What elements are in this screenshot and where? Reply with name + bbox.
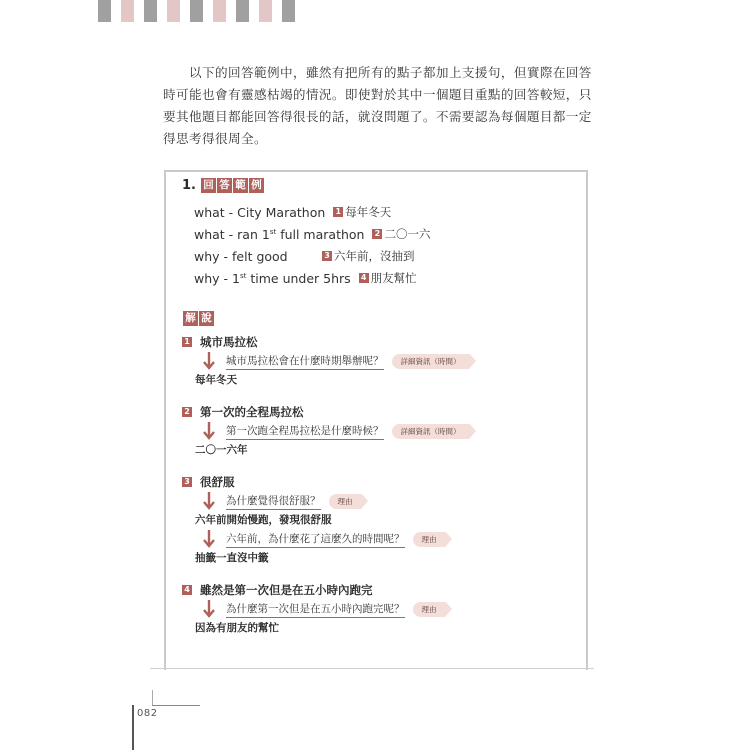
example-note: 朋友幫忙 — [370, 271, 417, 285]
example-note: 二〇一六 — [384, 227, 431, 241]
example-text: what - ran 1st full marathon — [194, 226, 365, 242]
number-badge: 4 — [359, 273, 369, 283]
explanation-item — [182, 404, 582, 458]
top-decoration-stripes — [98, 0, 305, 22]
question-row — [202, 420, 582, 442]
box-bottom-rule — [150, 668, 594, 669]
item-title-text: 第一次的全程馬拉松 — [200, 405, 304, 419]
item-title-text: 城市馬拉松 — [200, 335, 258, 349]
question-tag: 理由 — [329, 494, 362, 509]
number-badge: 3 — [322, 251, 332, 261]
example-note: 每年冬天 — [345, 205, 392, 219]
question-tag: 詳細資訊（時間） — [392, 424, 470, 439]
box-content — [182, 178, 582, 636]
intro-paragraph — [163, 62, 593, 150]
explanation-list — [182, 334, 582, 636]
item-title — [182, 404, 582, 420]
question-row — [202, 350, 582, 372]
example-note: 六年前，沒抽到 — [334, 249, 415, 263]
stripe — [121, 0, 134, 22]
arrow-down-icon — [202, 352, 216, 370]
question-tag: 詳細資訊（時間） — [392, 354, 470, 369]
answer-text: 六年前開始慢跑，發現很舒服 — [195, 514, 332, 526]
explanation-item — [182, 582, 582, 636]
stripe — [98, 0, 111, 22]
section-number: 1. — [182, 178, 196, 193]
example-text: what - City Marathon — [194, 204, 326, 220]
heading-badge: 說 — [199, 311, 214, 326]
heading-badge: 答 — [217, 178, 232, 193]
number-badge: 2 — [182, 407, 192, 417]
number-badge: 1 — [333, 207, 343, 217]
explanation-item — [182, 334, 582, 388]
stripe — [167, 0, 180, 22]
example-text: why - 1st time under 5hrs — [194, 270, 351, 286]
question-text: 第一次跑全程馬拉松是什麼時候？ — [226, 423, 384, 440]
stripe — [190, 0, 203, 22]
stripe — [259, 0, 272, 22]
arrow-down-icon — [202, 600, 216, 618]
explanation-item — [182, 474, 582, 566]
arrow-down-icon — [202, 422, 216, 440]
answer-text: 二〇一六年 — [195, 444, 248, 456]
page-number: 082 — [137, 708, 158, 719]
stripe — [213, 0, 226, 22]
arrow-down-icon — [202, 530, 216, 548]
number-badge: 1 — [182, 337, 192, 347]
example-row — [194, 201, 582, 223]
number-badge: 3 — [182, 477, 192, 487]
stripe — [282, 0, 295, 22]
example-row — [194, 245, 582, 267]
answer-text: 抽籤一直沒中籤 — [195, 552, 269, 564]
answer-text: 每年冬天 — [195, 374, 237, 386]
item-title-text: 雖然是第一次但是在五小時內跑完 — [200, 583, 373, 597]
page-corner-rule — [152, 705, 200, 706]
item-title — [182, 474, 582, 490]
question-text: 為什麼覺得很舒服？ — [226, 493, 321, 510]
heading-badge: 範 — [233, 178, 248, 193]
question-text: 為什麼第一次但是在五小時內跑完呢？ — [226, 601, 405, 618]
section-answer-example-heading — [182, 178, 582, 193]
number-badge: 2 — [372, 229, 382, 239]
question-tag: 理由 — [413, 532, 446, 547]
stripe — [144, 0, 157, 22]
answer-text: 因為有朋友的幫忙 — [195, 622, 279, 634]
item-title — [182, 334, 582, 350]
intro-text: 以下的回答範例中，雖然有把所有的點子都加上支援句，但實際在回答時可能也會有靈感枯竭的情況。即使對於其中一個題目重點的回答較短，只要其他題目都能回答得很長的話，就沒問題了。不需要認為每個題目都一定得思考得很周全。 — [163, 65, 592, 146]
heading-badge: 例 — [249, 178, 264, 193]
item-title — [182, 582, 582, 598]
stripe — [236, 0, 249, 22]
page-corner-tick — [152, 690, 153, 705]
question-text: 六年前，為什麼花了這麼久的時間呢？ — [226, 531, 405, 548]
arrow-down-icon — [202, 492, 216, 510]
heading-badge: 解 — [183, 311, 198, 326]
page-margin-bar — [132, 705, 134, 750]
section-explanation-heading — [182, 311, 582, 326]
item-title-text: 很舒服 — [200, 475, 235, 489]
question-row — [202, 490, 582, 512]
example-text: why - felt good — [194, 248, 288, 264]
example-row — [194, 267, 582, 289]
question-text: 城市馬拉松會在什麼時期舉辦呢？ — [226, 353, 384, 370]
question-row — [202, 528, 582, 550]
question-tag: 理由 — [413, 602, 446, 617]
heading-badge: 回 — [201, 178, 216, 193]
example-row — [194, 223, 582, 245]
number-badge: 4 — [182, 585, 192, 595]
question-row — [202, 598, 582, 620]
